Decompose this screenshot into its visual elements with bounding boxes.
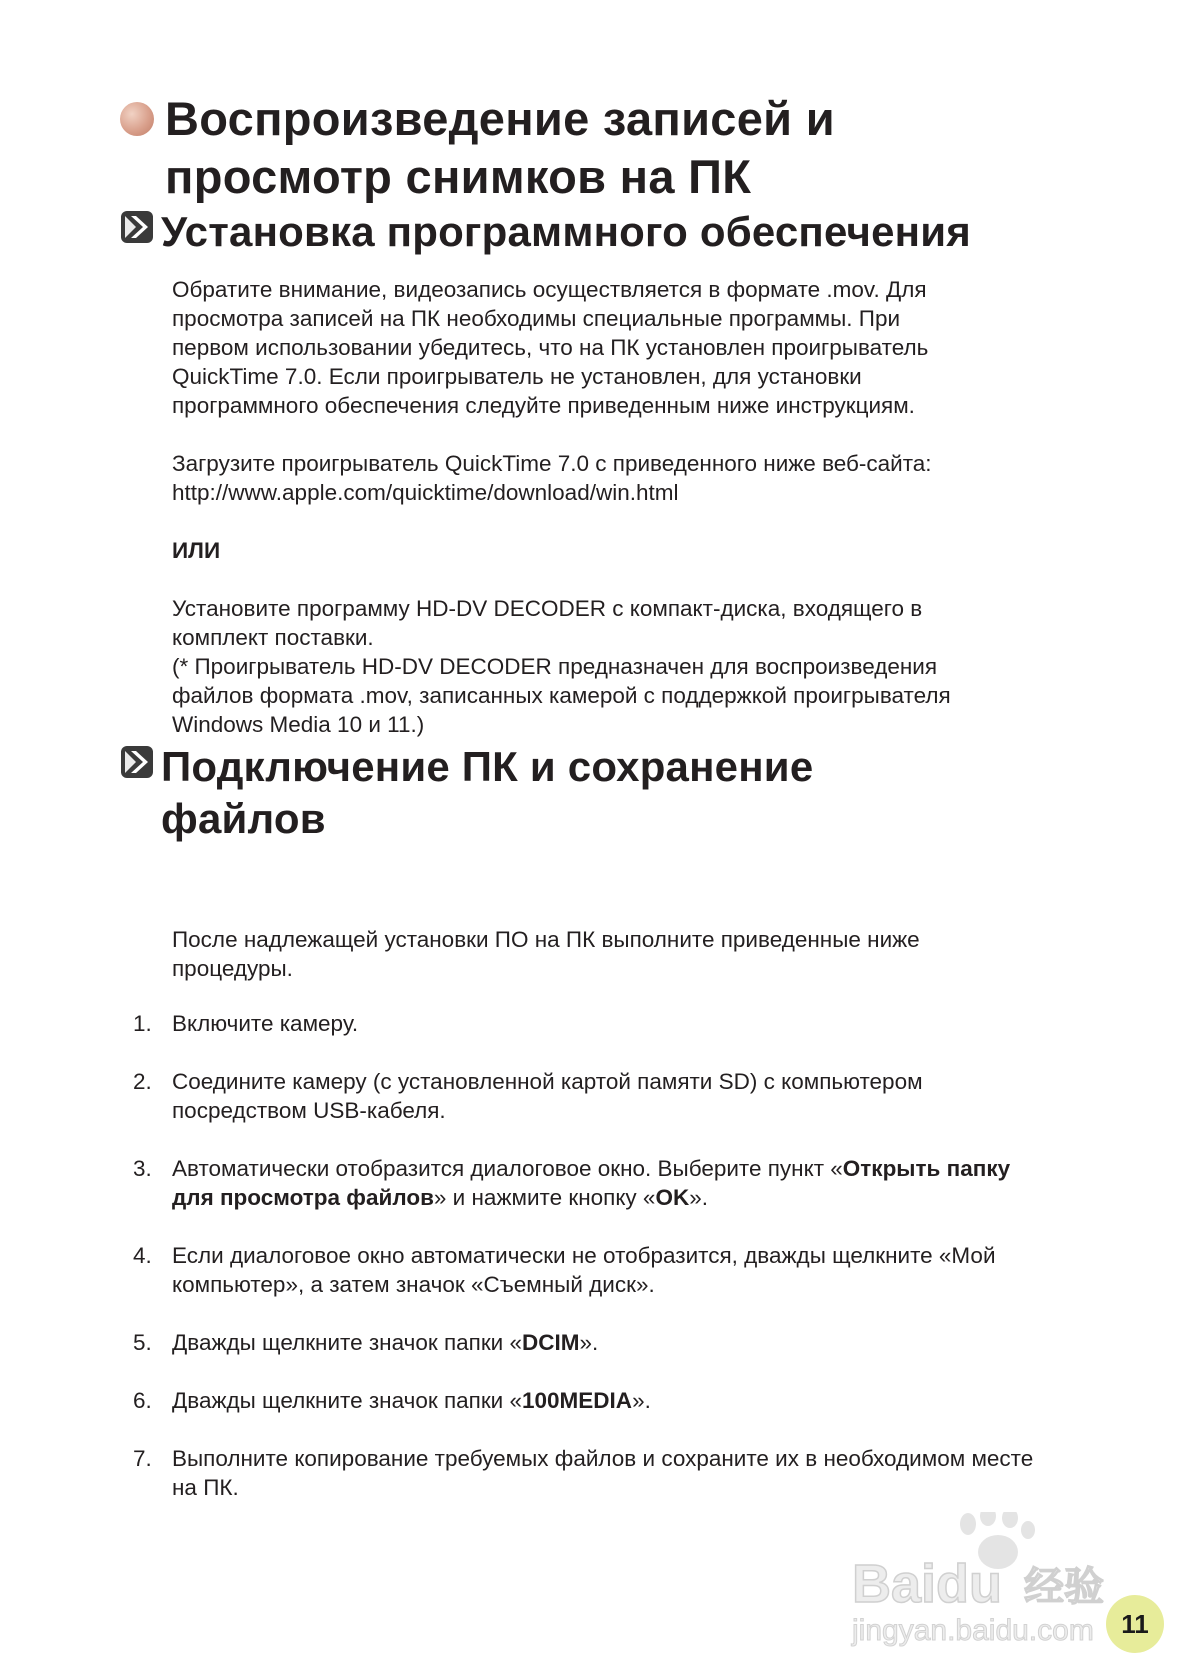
- step-item: [133, 1154, 1053, 1212]
- section-install-title: Установка программного обеспечения: [161, 208, 971, 255]
- step-item: [133, 1444, 1053, 1502]
- step-text-part: ».: [689, 1185, 708, 1210]
- step-number: 6.: [133, 1388, 152, 1413]
- step-number: 7.: [133, 1446, 152, 1471]
- step-item: [133, 1328, 1053, 1357]
- section-connect-heading: [120, 741, 861, 845]
- step-text: Если диалоговое окно автоматически не отобразится, дважды щелкните «Мой компьютер», а затем значок «Съемный диск».: [172, 1243, 996, 1297]
- step-item: [133, 1386, 1053, 1415]
- step-bold-folder: 100MEDIA: [522, 1388, 633, 1413]
- install-paragraph-3: Установите программу HD-DV DECODER с компакт-диска, входящего в комплект поставки.: [172, 596, 923, 650]
- step-text: Соедините камеру (с установленной картой памяти SD) с компьютером посредством USB-кабеля.: [172, 1069, 923, 1123]
- or-separator: ИЛИ: [172, 538, 221, 563]
- arrow-box-icon: [120, 210, 154, 244]
- step-number: 3.: [133, 1156, 152, 1181]
- install-note: (* Проигрыватель HD-DV DECODER предназначен для воспроизведения файлов формата .mov, записанных камерой с поддержкой проигрывателя Windows Media 10 и 11.): [172, 654, 951, 737]
- step-number: 2.: [133, 1069, 152, 1094]
- download-instruction: Загрузите проигрыватель QuickTime 7.0 с приведенного ниже веб-сайта:: [172, 451, 932, 476]
- install-paragraph-1: Обратите внимание, видеозапись осуществляется в формате .mov. Для просмотра записей на ПК необходимы специальные программы. При первом использовании убедитесь, что на ПК установлен проигрыватель QuickTime 7.0. Если проигрыватель не установлен, для установки программного обеспечения следуйте приведенным ниже инструкциям.: [172, 277, 929, 418]
- download-url: http://www.apple.com/quicktime/download/win.html: [172, 480, 679, 505]
- step-text-part: ».: [632, 1388, 651, 1413]
- step-text: [172, 1328, 1053, 1357]
- step-text-part: Дважды щелкните значок папки «: [172, 1388, 523, 1413]
- step-item: [133, 1009, 1053, 1038]
- section-connect-title: Подключение ПК и сохранение файлов: [161, 743, 814, 842]
- page-title: Воспроизведение записей и просмотр снимков на ПК: [165, 92, 835, 203]
- section-install-heading: [120, 206, 971, 258]
- arrow-box-icon: [120, 745, 154, 779]
- bullet-dot-icon: [120, 102, 154, 136]
- step-text: [172, 1386, 1053, 1415]
- step-bold-button: OK: [655, 1185, 690, 1210]
- baidu-watermark: [848, 1512, 1118, 1652]
- watermark-cn: 经验: [1024, 1564, 1104, 1610]
- step-item: [133, 1241, 1053, 1299]
- step-text: [172, 1154, 1053, 1212]
- step-number: 5.: [133, 1330, 152, 1355]
- step-number: 1.: [133, 1011, 152, 1036]
- watermark-brand: Baidu: [852, 1554, 1003, 1614]
- step-text-part: Дважды щелкните значок папки «: [172, 1330, 523, 1355]
- page-heading: [120, 90, 885, 206]
- connect-intro: После надлежащей установки ПО на ПК выполните приведенные ниже процедуры.: [172, 927, 920, 981]
- step-text: Включите камеру.: [172, 1011, 359, 1036]
- step-bold-folder: DCIM: [522, 1330, 580, 1355]
- step-bold-option: Открыть папку для просмотра файлов: [172, 1156, 1011, 1210]
- install-paragraph-2: [172, 449, 1052, 507]
- step-text: Выполните копирование требуемых файлов и сохраните их в необходимом месте на ПК.: [172, 1446, 1034, 1500]
- watermark-url: jingyan.baidu.com: [852, 1614, 1094, 1647]
- step-text-part: » и нажмите кнопку «: [433, 1185, 656, 1210]
- page-number: 11: [1106, 1595, 1164, 1653]
- step-item: [133, 1067, 1053, 1125]
- install-text-block: [172, 275, 1052, 739]
- step-text-part: ».: [579, 1330, 599, 1355]
- step-number: 4.: [133, 1243, 152, 1268]
- steps-list: [133, 1009, 1053, 1531]
- step-text-part: Автоматически отобразится диалоговое окно. Выберите пункт «: [172, 1156, 843, 1181]
